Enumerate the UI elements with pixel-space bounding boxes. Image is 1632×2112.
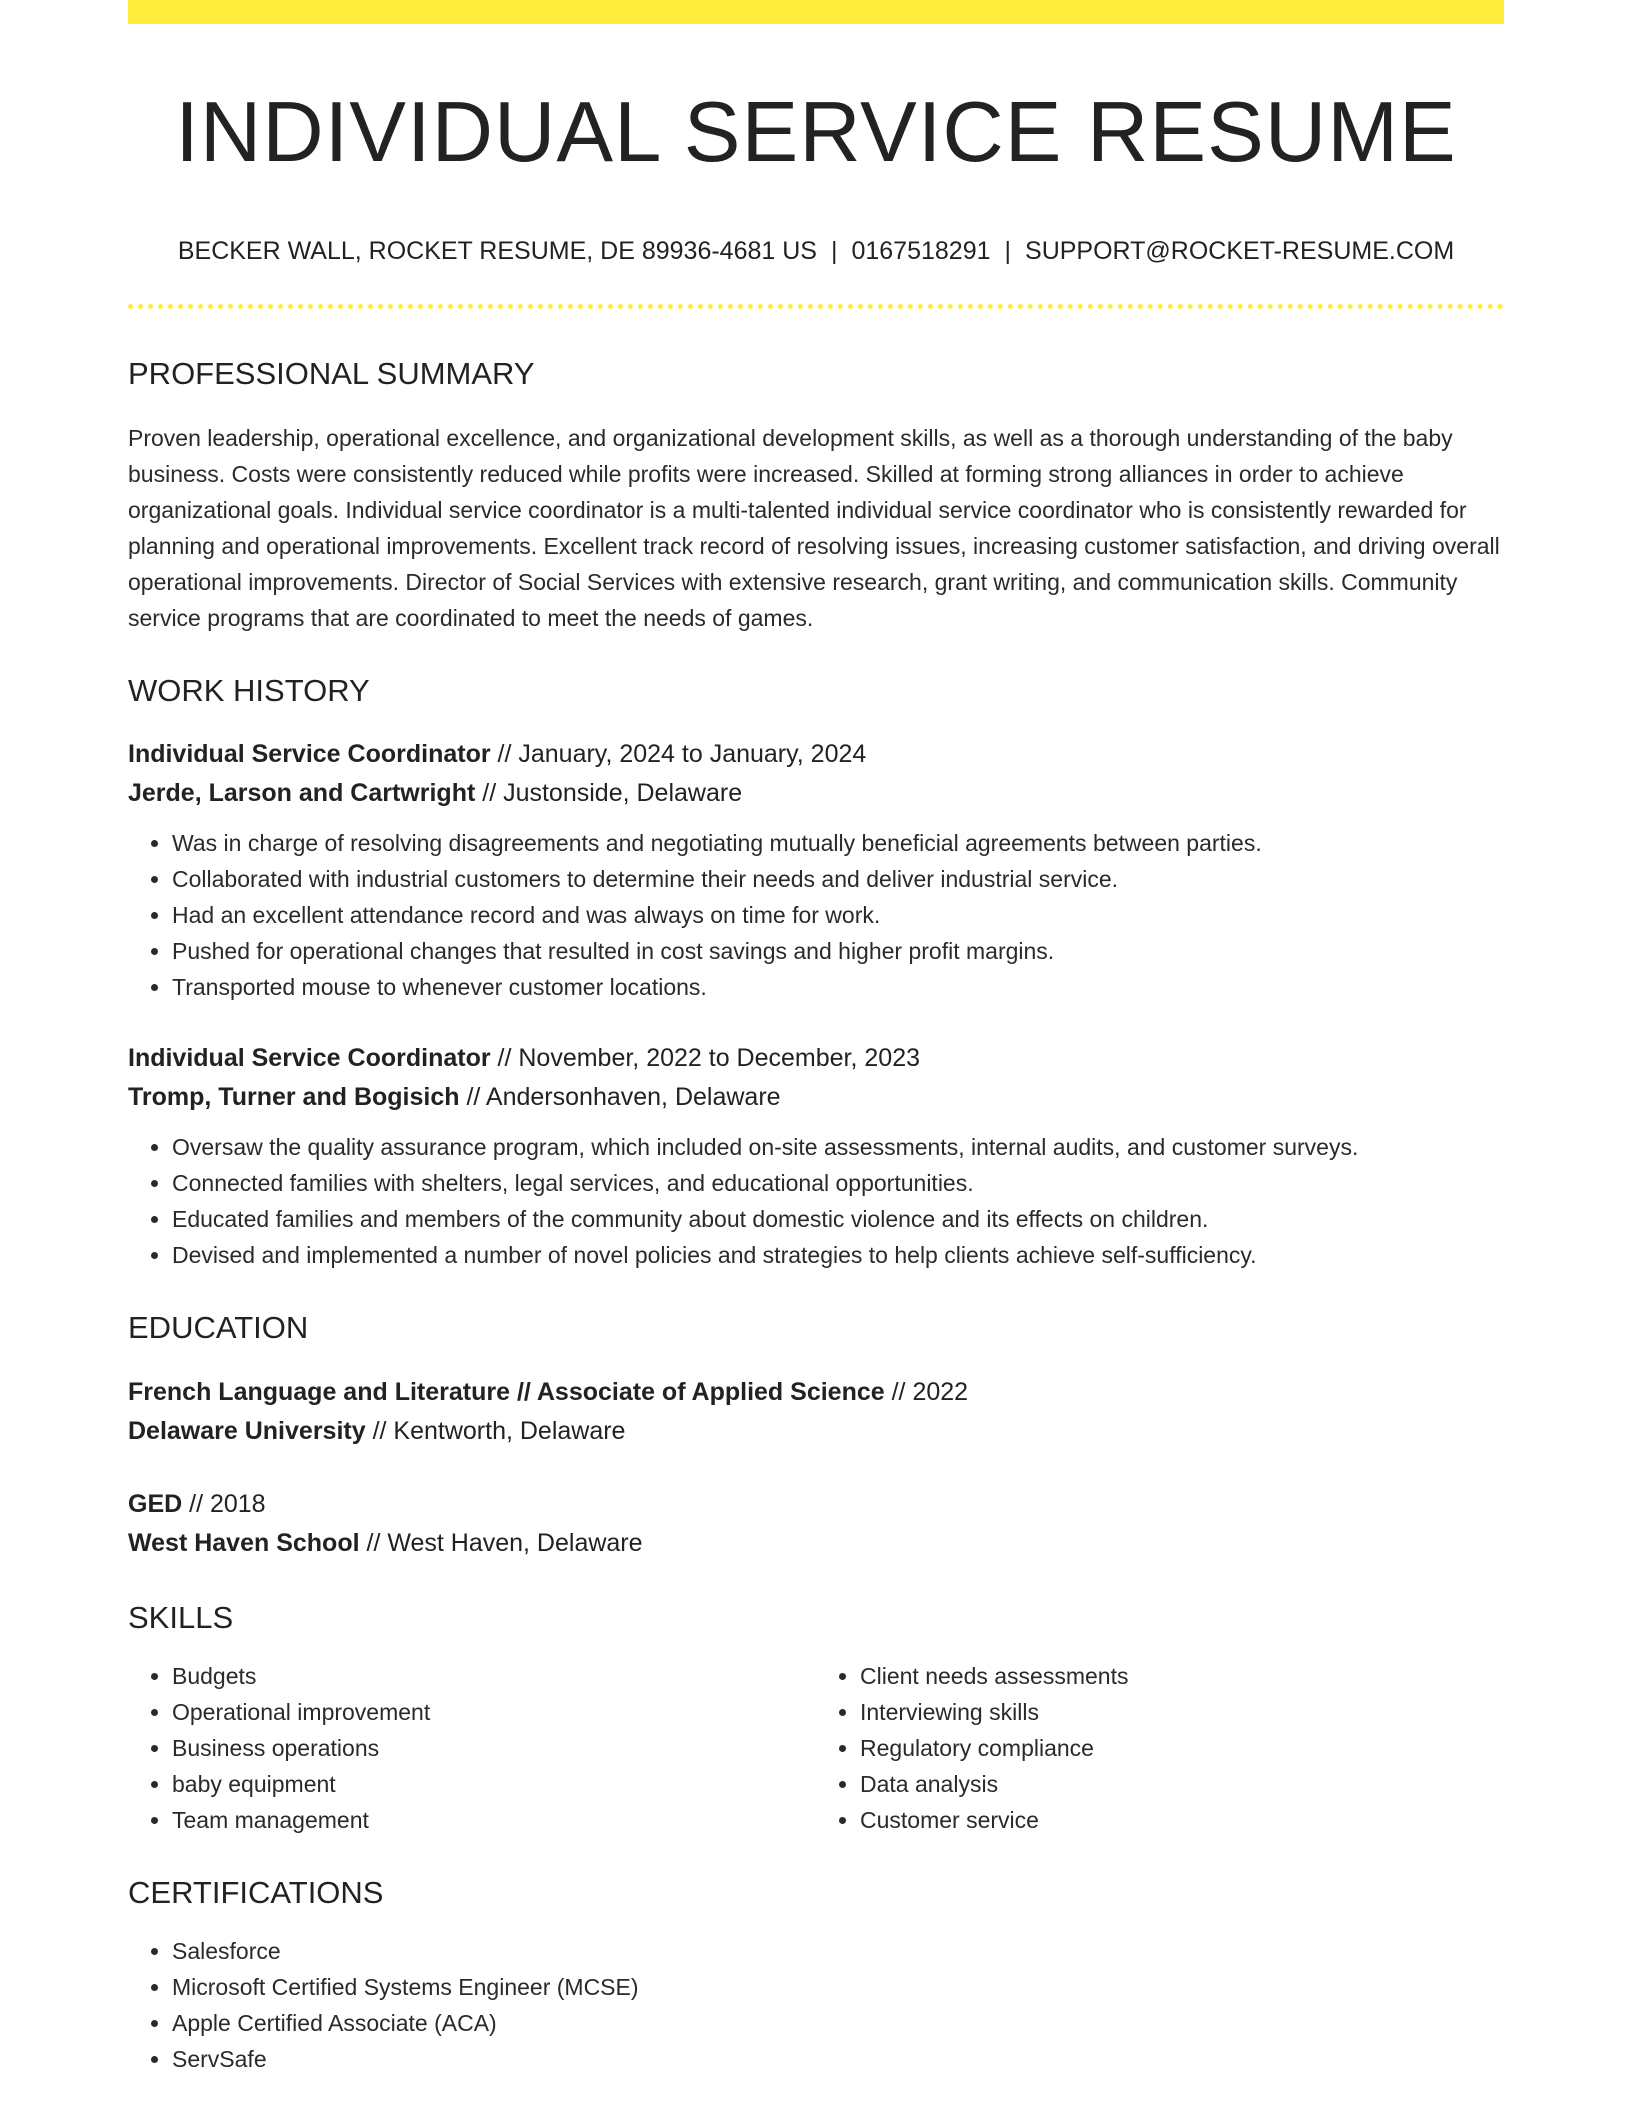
skills-heading: SKILLS xyxy=(128,1599,234,1635)
resume-title: INDIVIDUAL SERVICE RESUME xyxy=(175,85,1457,180)
certifications-list xyxy=(128,1933,1504,2077)
skill-item: • Data analysis xyxy=(860,1766,1504,1802)
education-degree: GED xyxy=(128,1489,183,1518)
education-location: // West Haven, Delaware xyxy=(359,1528,643,1557)
job-bullet: • Connected families with shelters, legal services, and educational opportunities. xyxy=(172,1165,1504,1201)
contact-email: SUPPORT@ROCKET-RESUME.COM xyxy=(1025,237,1455,265)
education-school: West Haven School xyxy=(128,1528,360,1557)
job-bullet: • Oversaw the quality assurance program, which included on-site assessments, internal audits, and customer surveys. xyxy=(172,1129,1504,1165)
resume-page xyxy=(128,0,1504,2077)
education-location: // Kentworth, Delaware xyxy=(365,1416,626,1445)
job-entry xyxy=(128,1039,1504,1273)
education-heading: EDUCATION xyxy=(128,1310,309,1346)
job-dates: // November, 2022 to December, 2023 xyxy=(490,1044,920,1073)
job-company: Jerde, Larson and Cartwright xyxy=(128,779,476,808)
skill-item: • Customer service xyxy=(860,1802,1504,1838)
certification-item: • Microsoft Certified Systems Engineer (MCSE) xyxy=(172,1969,1504,2005)
education-year: // 2018 xyxy=(182,1489,266,1518)
education-entry xyxy=(128,1373,1504,1451)
certification-item: • Salesforce xyxy=(172,1933,1504,1969)
job-title: Individual Service Coordinator xyxy=(128,1044,491,1073)
summary-text: Proven leadership, operational excellence, and organizational development skills, as well as a thorough understanding of the baby business. Costs were consistently reduced while profits were increased. Skilled at forming strong alliances in order to achieve organizational goals. Individual service coordinator is a multi-talented individual service coordinator who is consistently rewarded for planning and operational improvements. Excellent track record of resolving issues, increasing customer satisfaction, and driving overall operational improvements. Director of Social Services with extensive research, grant writing, and communication skills. Community service programs that are coordinated to meet the needs of games. xyxy=(128,425,1500,632)
education-degree-line xyxy=(128,1485,1504,1524)
job-bullet: • Transported mouse to whenever customer locations. xyxy=(172,969,1504,1005)
skill-item: • Regulatory compliance xyxy=(860,1730,1504,1766)
skill-item: • Operational improvement xyxy=(172,1694,816,1730)
education-school-line xyxy=(128,1412,1504,1451)
accent-top-bar xyxy=(128,0,1504,24)
education-degree-line xyxy=(128,1373,1504,1412)
job-bullet: • Was in charge of resolving disagreements and negotiating mutually beneficial agreements between parties. xyxy=(172,825,1504,861)
skills-list-left xyxy=(128,1658,816,1838)
job-bullets xyxy=(128,1129,1504,1273)
job-dates: // January, 2024 to January, 2024 xyxy=(490,740,867,769)
job-location: // Andersonhaven, Delaware xyxy=(459,1083,781,1112)
skills-columns xyxy=(128,1658,1504,1838)
skill-item: • Business operations xyxy=(172,1730,816,1766)
job-location: // Justonside, Delaware xyxy=(475,779,743,808)
contact-line xyxy=(128,236,1504,266)
job-title-line xyxy=(128,735,1504,774)
education-degree: French Language and Literature // Associate of Applied Science xyxy=(128,1377,885,1406)
skill-item: • Budgets xyxy=(172,1658,816,1694)
skill-item: • Client needs assessments xyxy=(860,1658,1504,1694)
education-school-line xyxy=(128,1524,1504,1563)
certification-item: • ServSafe xyxy=(172,2041,1504,2077)
job-title-line xyxy=(128,1039,1504,1078)
job-bullet: • Collaborated with industrial customers to determine their needs and deliver industrial service. xyxy=(172,861,1504,897)
job-bullets xyxy=(128,825,1504,1005)
dotted-divider xyxy=(128,304,1504,309)
job-company: Tromp, Turner and Bogisich xyxy=(128,1083,460,1112)
job-company-line xyxy=(128,774,1504,813)
contact-address: BECKER WALL, ROCKET RESUME, DE 89936-4681 US xyxy=(177,237,817,265)
contact-separator: | xyxy=(830,237,838,265)
skills-list-right xyxy=(816,1658,1504,1838)
education-year: // 2022 xyxy=(884,1377,969,1406)
job-bullet: • Educated families and members of the community about domestic violence and its effects on children. xyxy=(172,1201,1504,1237)
skill-item: • Interviewing skills xyxy=(860,1694,1504,1730)
certification-item: • Apple Certified Associate (ACA) xyxy=(172,2005,1504,2041)
job-company-line xyxy=(128,1078,1504,1117)
job-bullet: • Pushed for operational changes that resulted in cost savings and higher profit margins. xyxy=(172,933,1504,969)
skill-item: • baby equipment xyxy=(172,1766,816,1802)
work-history-heading: WORK HISTORY xyxy=(128,673,370,709)
summary-heading: PROFESSIONAL SUMMARY xyxy=(128,356,535,391)
job-bullet: • Had an excellent attendance record and was always on time for work. xyxy=(172,897,1504,933)
certifications-heading: CERTIFICATIONS xyxy=(128,1874,384,1910)
job-title: Individual Service Coordinator xyxy=(128,740,491,769)
job-entry xyxy=(128,735,1504,1005)
contact-separator: | xyxy=(1004,237,1012,265)
skill-item: • Team management xyxy=(172,1802,816,1838)
contact-phone: 0167518291 xyxy=(851,237,991,265)
job-bullet: • Devised and implemented a number of novel policies and strategies to help clients achieve self-sufficiency. xyxy=(172,1237,1504,1273)
education-school: Delaware University xyxy=(128,1416,366,1445)
education-entry xyxy=(128,1485,1504,1563)
